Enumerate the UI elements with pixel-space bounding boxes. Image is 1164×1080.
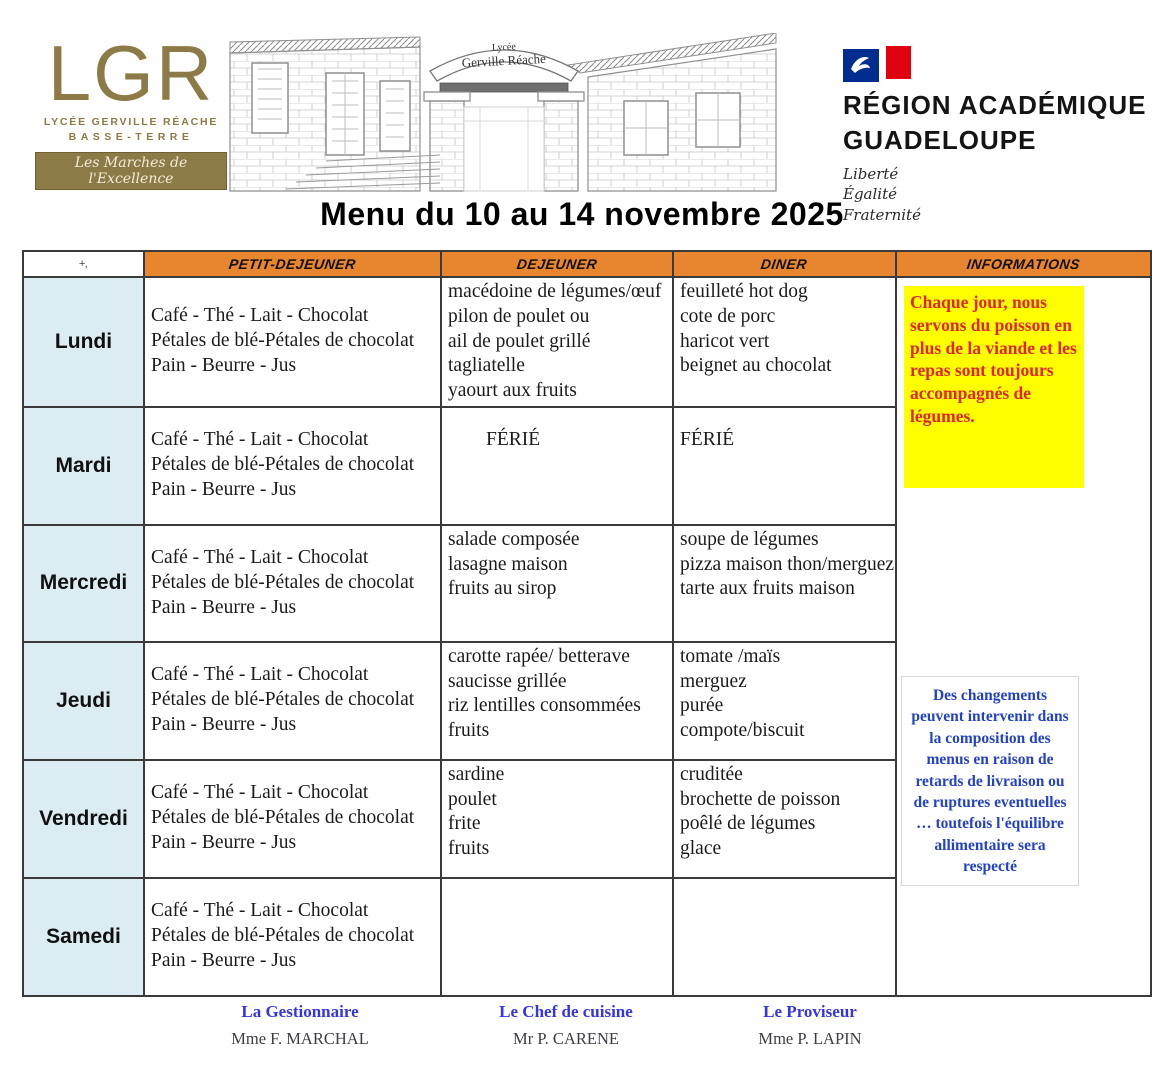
- signature-name: Mr P. CARENE: [513, 1029, 619, 1048]
- mardi-lunch: FÉRIÉ: [441, 407, 673, 525]
- mercredi-breakfast: Café - Thé - Lait - Chocolat Pétales de blé-Pétales de chocolat Pain - Beurre - Jus: [144, 525, 441, 642]
- header-dejeuner: DEJEUNER: [441, 251, 673, 277]
- day-label: Samedi: [23, 878, 144, 996]
- day-label: Mercredi: [23, 525, 144, 642]
- menu-table: [22, 250, 1152, 997]
- french-flag-icon: [843, 45, 915, 85]
- jeudi-breakfast: Café - Thé - Lait - Chocolat Pétales de blé-Pétales de chocolat Pain - Beurre - Jus: [144, 642, 441, 760]
- arch-school-name-line1: Lycée: [491, 41, 517, 54]
- day-label: Vendredi: [23, 760, 144, 878]
- samedi-dinner: [673, 878, 896, 996]
- lundi-dinner: feuilleté hot dog cote de porc haricot vert beignet au chocolat: [673, 277, 896, 407]
- jeudi-dinner: tomate /maïs merguez purée compote/biscuit: [673, 642, 896, 760]
- blue-note: Des changements peuvent intervenir dans la composition des menus en raison de retards de livraison ou de ruptures eventuelles … toutefois l'équilibre allimentaire sera respecté: [901, 676, 1079, 886]
- jeudi-lunch: carotte rapée/ betterave saucisse grillée riz lentilles consommées fruits: [441, 642, 673, 760]
- signature-role: Le Chef de cuisine: [499, 1002, 633, 1021]
- day-label: Jeudi: [23, 642, 144, 760]
- yellow-note: Chaque jour, nous servons du poisson en plus de la viande et les repas sont toujours accompagnés de légumes.: [904, 286, 1084, 488]
- mercredi-dinner: soupe de légumes pizza maison thon/merguez tarte aux fruits maison: [673, 525, 896, 642]
- table-header-row: [23, 251, 1151, 277]
- vendredi-lunch: sardine poulet frite fruits: [441, 760, 673, 878]
- signature-name: Mme F. MARCHAL: [231, 1029, 369, 1048]
- table-row-lundi: [23, 277, 1151, 407]
- informations-cell: [896, 277, 1151, 996]
- signature-chef: [466, 1002, 666, 1049]
- header-diner: DINER: [673, 251, 896, 277]
- day-label: Lundi: [23, 277, 144, 407]
- vendredi-dinner: cruditée brochette de poisson poêlé de légumes glace: [673, 760, 896, 878]
- mercredi-lunch: salade composée lasagne maison fruits au sirop: [441, 525, 673, 642]
- samedi-breakfast: Café - Thé - Lait - Chocolat Pétales de blé-Pétales de chocolat Pain - Beurre - Jus: [144, 878, 441, 996]
- region-name-line2: GUADELOUPE: [843, 125, 1037, 156]
- mardi-dinner: FÉRIÉ: [673, 407, 896, 525]
- lgr-school-name: LYCÉE GERVILLE RÉACHE: [43, 115, 219, 128]
- vendredi-breakfast: Café - Thé - Lait - Chocolat Pétales de blé-Pétales de chocolat Pain - Beurre - Jus: [144, 760, 441, 878]
- signature-name: Mme P. LAPIN: [758, 1029, 862, 1048]
- page-title: Menu du 10 au 14 novembre 2025: [320, 196, 844, 232]
- region-name-line1: RÉGION ACADÉMIQUE: [843, 90, 1147, 120]
- republic-motto: Liberté Égalité Fraternité: [843, 165, 921, 224]
- lgr-acronym: LGR: [47, 29, 215, 117]
- school-building-drawing: [228, 33, 780, 195]
- header-informations: INFORMATIONS: [896, 251, 1151, 277]
- lundi-lunch: macédoine de légumes/œuf pilon de poulet ou ail de poulet grillé tagliatelle yaourt aux fruits: [441, 277, 673, 407]
- mardi-breakfast: Café - Thé - Lait - Chocolat Pétales de blé-Pétales de chocolat Pain - Beurre - Jus: [144, 407, 441, 525]
- signature-proviseur: [710, 1002, 910, 1049]
- lgr-city: BASSE-TERRE: [68, 130, 194, 143]
- arch-school-name-line2: Gerville Réache: [461, 50, 547, 71]
- signature-role: Le Proviseur: [763, 1002, 857, 1021]
- corner-mark: +,: [23, 251, 144, 277]
- lgr-motto-banner: Les Marches de l'Excellence: [35, 152, 227, 190]
- samedi-lunch: [441, 878, 673, 996]
- lgr-logo: [35, 29, 227, 190]
- signature-gestionnaire: [200, 1002, 400, 1049]
- day-label: Mardi: [23, 407, 144, 525]
- header-petit-dejeuner: PETIT-DEJEUNER: [144, 251, 441, 277]
- lundi-breakfast: Café - Thé - Lait - Chocolat Pétales de blé-Pétales de chocolat Pain - Beurre - Jus: [144, 277, 441, 407]
- signature-role: La Gestionnaire: [241, 1002, 359, 1021]
